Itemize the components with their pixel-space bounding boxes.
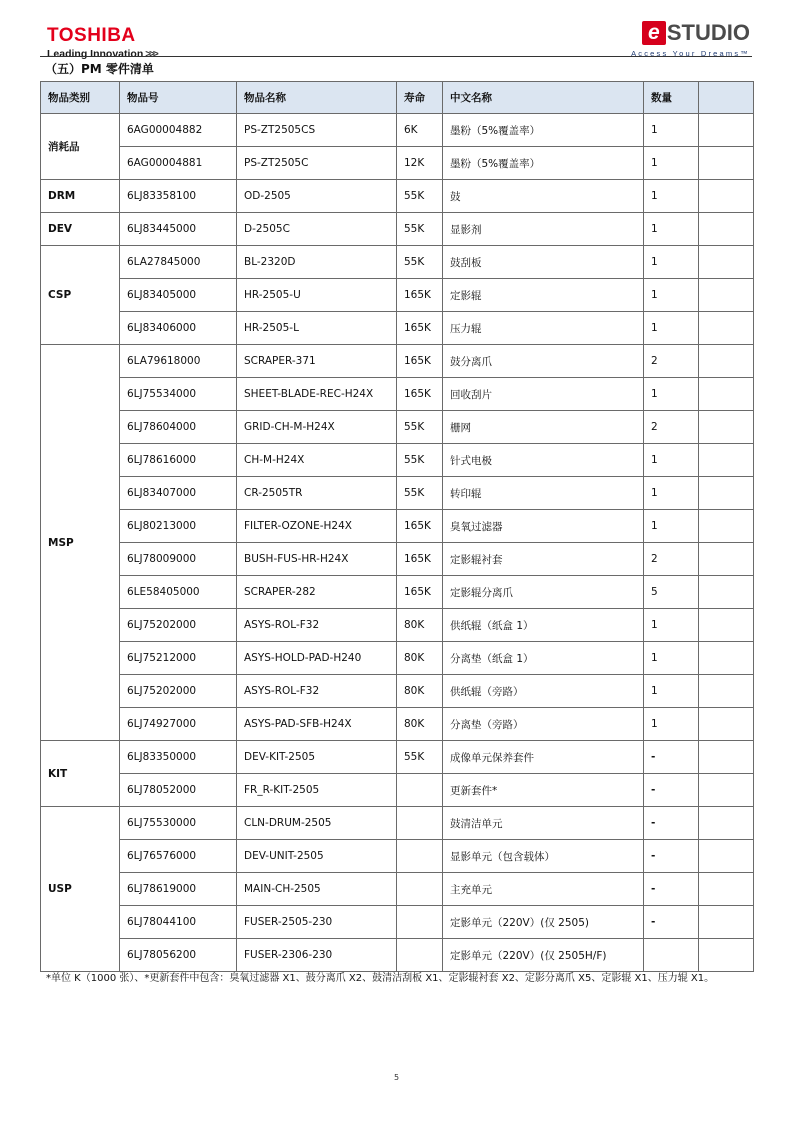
part-number-cell: 6LJ75212000 — [120, 642, 237, 675]
part-number-cell: 6LJ78056200 — [120, 939, 237, 972]
extra-cell — [699, 279, 754, 312]
life-cell: 165K — [397, 543, 443, 576]
quantity-cell: 2 — [644, 411, 699, 444]
table-row — [41, 279, 754, 312]
part-number-cell: 6LJ75530000 — [120, 807, 237, 840]
quantity-cell: 1 — [644, 675, 699, 708]
quantity-cell: 1 — [644, 279, 699, 312]
e-badge-icon: e — [642, 21, 666, 45]
part-name-cell: MAIN-CH-2505 — [237, 873, 397, 906]
extra-cell — [699, 774, 754, 807]
life-cell: 165K — [397, 576, 443, 609]
part-name-cell: HR-2505-L — [237, 312, 397, 345]
table-row — [41, 477, 754, 510]
chinese-name-cell: 定影单元（220V）(仅 2505) — [443, 906, 644, 939]
part-number-cell: 6LJ83406000 — [120, 312, 237, 345]
chinese-name-cell: 墨粉（5%覆盖率） — [443, 114, 644, 147]
table-row — [41, 873, 754, 906]
part-number-cell: 6LJ78604000 — [120, 411, 237, 444]
quantity-cell: 1 — [644, 510, 699, 543]
table-row — [41, 642, 754, 675]
quantity-cell: - — [644, 774, 699, 807]
part-name-cell: SHEET-BLADE-REC-H24X — [237, 378, 397, 411]
brand-name: TOSHIBA — [47, 25, 136, 46]
part-number-cell: 6LJ75534000 — [120, 378, 237, 411]
life-cell — [397, 939, 443, 972]
part-number-cell: 6LJ78009000 — [120, 543, 237, 576]
table-row — [41, 675, 754, 708]
part-number-cell: 6LE58405000 — [120, 576, 237, 609]
chinese-name-cell: 鼓刮板 — [443, 246, 644, 279]
col-header-quantity: 数量 — [644, 82, 699, 114]
chinese-name-cell: 鼓清洁单元 — [443, 807, 644, 840]
life-cell: 55K — [397, 411, 443, 444]
section-title: （五）PM 零件清单 — [45, 62, 154, 76]
e-studio-logo — [631, 20, 750, 58]
chinese-name-cell: 主充单元 — [443, 873, 644, 906]
extra-cell — [699, 477, 754, 510]
chinese-name-cell: 成像单元保养套件 — [443, 741, 644, 774]
life-cell: 6K — [397, 114, 443, 147]
part-name-cell: GRID-CH-M-H24X — [237, 411, 397, 444]
quantity-cell: 1 — [644, 147, 699, 180]
header-divider — [40, 56, 752, 57]
col-header-category: 物品类别 — [41, 82, 120, 114]
part-name-cell: FUSER-2306-230 — [237, 939, 397, 972]
quantity-cell: 1 — [644, 246, 699, 279]
part-name-cell: ASYS-ROL-F32 — [237, 675, 397, 708]
extra-cell — [699, 609, 754, 642]
category-cell: 消耗品 — [41, 114, 120, 180]
life-cell: 80K — [397, 642, 443, 675]
chinese-name-cell: 压力辊 — [443, 312, 644, 345]
part-name-cell: PS-ZT2505C — [237, 147, 397, 180]
table-row — [41, 774, 754, 807]
extra-cell — [699, 906, 754, 939]
extra-cell — [699, 213, 754, 246]
pm-parts-table — [40, 81, 754, 972]
quantity-cell: 1 — [644, 477, 699, 510]
life-cell: 80K — [397, 609, 443, 642]
col-header-part-name: 物品名称 — [237, 82, 397, 114]
chinese-name-cell: 显影单元（包含载体） — [443, 840, 644, 873]
life-cell: 55K — [397, 213, 443, 246]
part-number-cell: 6LJ75202000 — [120, 609, 237, 642]
extra-cell — [699, 411, 754, 444]
quantity-cell: 1 — [644, 708, 699, 741]
chinese-name-cell: 臭氧过滤器 — [443, 510, 644, 543]
life-cell: 165K — [397, 510, 443, 543]
part-number-cell: 6LA79618000 — [120, 345, 237, 378]
part-number-cell: 6LJ75202000 — [120, 675, 237, 708]
part-number-cell: 6LJ83358100 — [120, 180, 237, 213]
part-name-cell: BUSH-FUS-HR-H24X — [237, 543, 397, 576]
part-name-cell: ASYS-HOLD-PAD-H240 — [237, 642, 397, 675]
part-name-cell: OD-2505 — [237, 180, 397, 213]
part-number-cell: 6AG00004882 — [120, 114, 237, 147]
life-cell: 55K — [397, 246, 443, 279]
page-number: 5 — [393, 1073, 400, 1082]
table-row — [41, 147, 754, 180]
part-number-cell: 6AG00004881 — [120, 147, 237, 180]
table-row — [41, 378, 754, 411]
chinese-name-cell: 分离垫（旁路） — [443, 708, 644, 741]
part-number-cell: 6LJ78044100 — [120, 906, 237, 939]
part-number-cell: 6LJ83405000 — [120, 279, 237, 312]
extra-cell — [699, 543, 754, 576]
quantity-cell: 2 — [644, 345, 699, 378]
toshiba-logo — [47, 26, 157, 60]
extra-cell — [699, 180, 754, 213]
part-name-cell: SCRAPER-282 — [237, 576, 397, 609]
table-row — [41, 180, 754, 213]
life-cell — [397, 807, 443, 840]
chinese-name-cell: 供纸辊（旁路） — [443, 675, 644, 708]
part-name-cell: D-2505C — [237, 213, 397, 246]
category-cell: USP — [41, 807, 120, 972]
col-header-life: 寿命 — [397, 82, 443, 114]
quantity-cell: 1 — [644, 378, 699, 411]
part-number-cell: 6LJ78052000 — [120, 774, 237, 807]
table-row — [41, 444, 754, 477]
part-name-cell: FUSER-2505-230 — [237, 906, 397, 939]
extra-cell — [699, 873, 754, 906]
part-name-cell: CLN-DRUM-2505 — [237, 807, 397, 840]
life-cell: 55K — [397, 741, 443, 774]
chinese-name-cell: 显影剂 — [443, 213, 644, 246]
table-row — [41, 312, 754, 345]
extra-cell — [699, 444, 754, 477]
life-cell: 165K — [397, 312, 443, 345]
part-name-cell: CH-M-H24X — [237, 444, 397, 477]
part-number-cell: 6LJ80213000 — [120, 510, 237, 543]
quantity-cell: - — [644, 741, 699, 774]
table-row — [41, 114, 754, 147]
chinese-name-cell: 分离垫（纸盒 1） — [443, 642, 644, 675]
part-number-cell: 6LJ74927000 — [120, 708, 237, 741]
table-row — [41, 213, 754, 246]
quantity-cell: - — [644, 807, 699, 840]
part-name-cell: PS-ZT2505CS — [237, 114, 397, 147]
chinese-name-cell: 转印辊 — [443, 477, 644, 510]
chevron-right-icon: >>> — [145, 48, 157, 60]
part-name-cell: BL-2320D — [237, 246, 397, 279]
table-row — [41, 741, 754, 774]
category-cell: KIT — [41, 741, 120, 807]
chinese-name-cell: 鼓 — [443, 180, 644, 213]
quantity-cell: 1 — [644, 114, 699, 147]
part-number-cell: 6LA27845000 — [120, 246, 237, 279]
extra-cell — [699, 939, 754, 972]
chinese-name-cell: 定影辊衬套 — [443, 543, 644, 576]
chinese-name-cell: 回收刮片 — [443, 378, 644, 411]
quantity-cell: 5 — [644, 576, 699, 609]
chinese-name-cell: 供纸辊（纸盒 1） — [443, 609, 644, 642]
quantity-cell: - — [644, 873, 699, 906]
part-name-cell: SCRAPER-371 — [237, 345, 397, 378]
extra-cell — [699, 312, 754, 345]
table-row — [41, 807, 754, 840]
table-row — [41, 609, 754, 642]
chinese-name-cell: 鼓分离爪 — [443, 345, 644, 378]
chinese-name-cell: 定影辊分离爪 — [443, 576, 644, 609]
part-number-cell: 6LJ78616000 — [120, 444, 237, 477]
chinese-name-cell: 定影单元（220V）(仅 2505H/F) — [443, 939, 644, 972]
quantity-cell: 1 — [644, 609, 699, 642]
quantity-cell: - — [644, 906, 699, 939]
table-body — [41, 114, 754, 972]
extra-cell — [699, 807, 754, 840]
brand-tagline — [47, 48, 157, 60]
extra-cell — [699, 147, 754, 180]
life-cell: 165K — [397, 345, 443, 378]
life-cell — [397, 906, 443, 939]
life-cell: 55K — [397, 180, 443, 213]
extra-cell — [699, 708, 754, 741]
chinese-name-cell: 栅网 — [443, 411, 644, 444]
extra-cell — [699, 642, 754, 675]
table-row — [41, 543, 754, 576]
extra-cell — [699, 114, 754, 147]
col-header-extra — [699, 82, 754, 114]
extra-cell — [699, 840, 754, 873]
table-row — [41, 576, 754, 609]
table-row — [41, 939, 754, 972]
part-number-cell: 6LJ78619000 — [120, 873, 237, 906]
quantity-cell: 1 — [644, 312, 699, 345]
life-cell: 165K — [397, 378, 443, 411]
table-row — [41, 906, 754, 939]
quantity-cell: 1 — [644, 213, 699, 246]
table-row — [41, 510, 754, 543]
life-cell — [397, 774, 443, 807]
category-cell: MSP — [41, 345, 120, 741]
life-cell: 80K — [397, 675, 443, 708]
life-cell: 80K — [397, 708, 443, 741]
col-header-chinese-name: 中文名称 — [443, 82, 644, 114]
chinese-name-cell: 更新套件* — [443, 774, 644, 807]
life-cell: 12K — [397, 147, 443, 180]
part-name-cell: DEV-KIT-2505 — [237, 741, 397, 774]
extra-cell — [699, 246, 754, 279]
table-row — [41, 345, 754, 378]
tagline-text: Leading Innovation — [47, 48, 144, 60]
life-cell: 165K — [397, 279, 443, 312]
part-name-cell: ASYS-ROL-F32 — [237, 609, 397, 642]
extra-cell — [699, 510, 754, 543]
category-cell: DEV — [41, 213, 120, 246]
table-row — [41, 411, 754, 444]
extra-cell — [699, 378, 754, 411]
quantity-cell: 1 — [644, 444, 699, 477]
footnote: *单位 K（1000 张）、*更新套件中包含：臭氧过滤器 X1、鼓分离爪 X2、鼓清洁刮板 X1、定影辊衬套 X2、定影分离爪 X5、定影辊 X1、压力辊 X1。 — [46, 973, 715, 984]
quantity-cell: 1 — [644, 180, 699, 213]
category-cell: CSP — [41, 246, 120, 345]
table-row — [41, 708, 754, 741]
extra-cell — [699, 576, 754, 609]
part-name-cell: HR-2505-U — [237, 279, 397, 312]
quantity-cell: - — [644, 840, 699, 873]
product-slogan: Access Your Dreams™ — [631, 49, 750, 58]
product-word: STUDIO — [666, 20, 750, 45]
life-cell: 55K — [397, 477, 443, 510]
category-cell: DRM — [41, 180, 120, 213]
col-header-part-number: 物品号 — [120, 82, 237, 114]
part-number-cell: 6LJ83350000 — [120, 741, 237, 774]
table-row — [41, 246, 754, 279]
quantity-cell — [644, 939, 699, 972]
table-row — [41, 840, 754, 873]
part-name-cell: DEV-UNIT-2505 — [237, 840, 397, 873]
chinese-name-cell: 定影辊 — [443, 279, 644, 312]
part-name-cell: FILTER-OZONE-H24X — [237, 510, 397, 543]
life-cell — [397, 873, 443, 906]
extra-cell — [699, 345, 754, 378]
extra-cell — [699, 741, 754, 774]
part-number-cell: 6LJ76576000 — [120, 840, 237, 873]
life-cell — [397, 840, 443, 873]
table-header-row — [41, 82, 754, 114]
part-number-cell: 6LJ83407000 — [120, 477, 237, 510]
part-name-cell: CR-2505TR — [237, 477, 397, 510]
part-name-cell: ASYS-PAD-SFB-H24X — [237, 708, 397, 741]
chinese-name-cell: 针式电极 — [443, 444, 644, 477]
quantity-cell: 1 — [644, 642, 699, 675]
extra-cell — [699, 675, 754, 708]
quantity-cell: 2 — [644, 543, 699, 576]
chinese-name-cell: 墨粉（5%覆盖率） — [443, 147, 644, 180]
part-name-cell: FR_R-KIT-2505 — [237, 774, 397, 807]
life-cell: 55K — [397, 444, 443, 477]
part-number-cell: 6LJ83445000 — [120, 213, 237, 246]
